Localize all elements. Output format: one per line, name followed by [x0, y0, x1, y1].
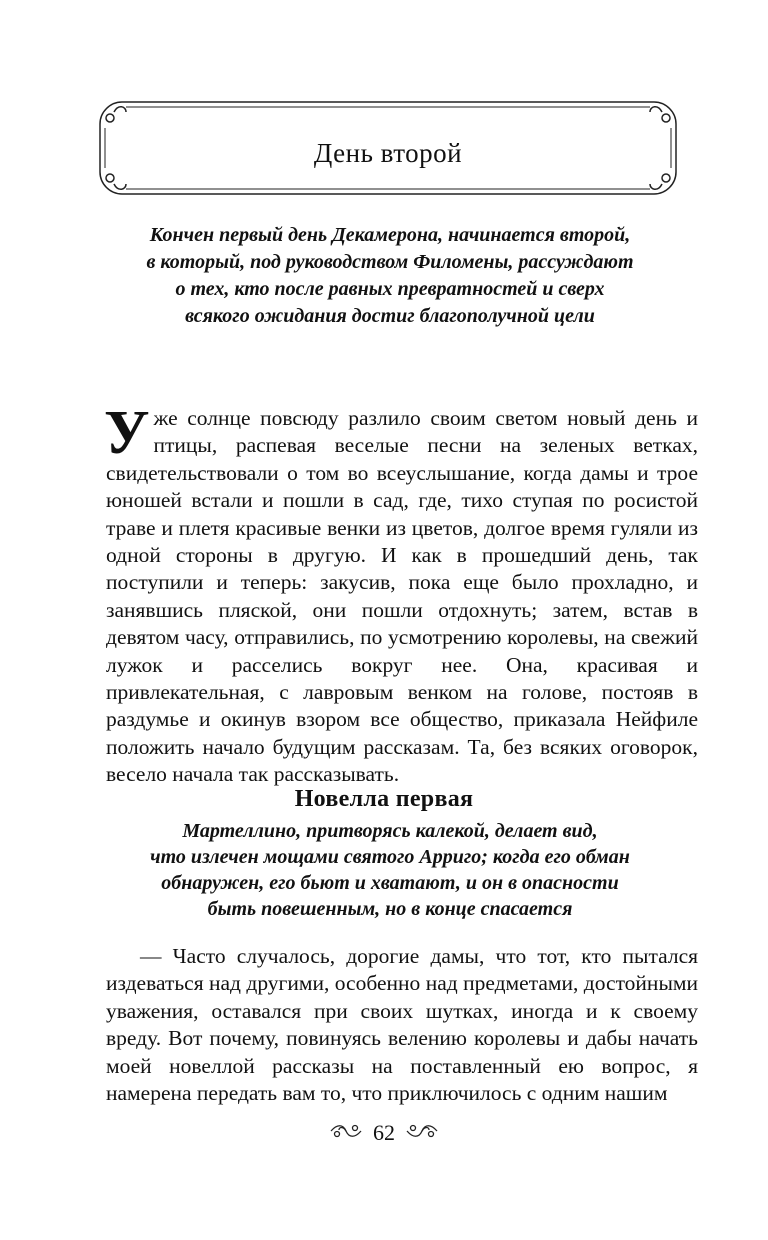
title-frame	[96, 98, 680, 198]
chapter-lead	[110, 222, 670, 330]
page-number: 62	[373, 1120, 395, 1145]
page-footer	[0, 1118, 768, 1148]
floral-ornament-icon	[405, 1122, 439, 1145]
novella-lead-line: Мартеллино, притворясь калекой, делает вид,	[182, 820, 598, 842]
lead-line: в который, под руководством Филомены, рассуждают	[146, 251, 634, 273]
novella-lead-line: обнаружен, его бьют и хватают, и он в опасности	[161, 872, 619, 894]
novella-paragraph: — Часто случалось, дорогие дамы, что тот, кто пытался издеваться над другими, особенно над предметами, достойными уважения, оставался при своих шутках, иногда и к своему вреду. Вот почему, повинуясь велению королевы и дабы начать моей новеллой рассказы на поставленный ею вопрос, я намерена передать вам то, что приключилось с одним нашим	[106, 944, 698, 1106]
floral-ornament-icon	[329, 1122, 363, 1145]
lead-line: всякого ожидания достиг благополучной цели	[185, 305, 595, 327]
intro-paragraph	[104, 399, 698, 789]
drop-cap: У	[104, 399, 150, 467]
novella-lead-line: что излечен мощами святого Арриго; когда его обман	[150, 846, 630, 868]
day-title: День второй	[313, 138, 463, 168]
intro-text: же солнце повсюду разлило своим светом новый день и птицы, распевая веселые песни на зеленых ветках, свидетельствовали о том во всеуслышание, когда дамы и трое юношей встали и пошли в сад, где, тихо ступая по росистой траве и плетя красивые венки из цветов, долгое время гуляли из одной стороны в другую. И как в прошедший день, так поступили и теперь: закусив, пока еще было прохладно, и занявшись пляской, они пошли отдохнуть; затем, встав в девятом часу, отправились, по усмотрению королевы, на свежий лужок и расселись вокруг нее. Она, красивая и привлекательная, с лавровым венком на голове, постояв в раздумье и окинув взором все общество, приказала Нейфиле положить начало будущим рассказам. Та, без всяких оговорок, весело начала так рассказывать.	[106, 406, 698, 787]
novella-lead	[120, 818, 660, 922]
lead-line: Кончен первый день Декамерона, начинается второй,	[149, 224, 631, 246]
novella-lead-line: быть повешенным, но в конце спасается	[207, 898, 573, 920]
lead-line: о тех, кто после равных превратностей и сверх	[175, 278, 605, 300]
novella-title: Новелла первая	[294, 786, 474, 812]
